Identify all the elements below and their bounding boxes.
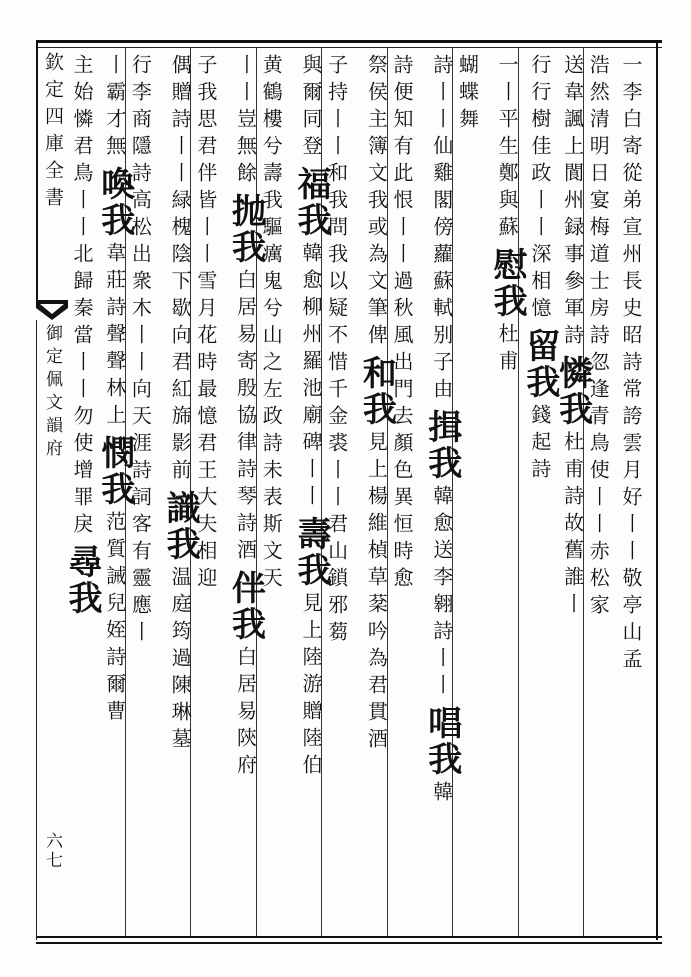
text-column xyxy=(390,54,415,934)
text-column xyxy=(94,54,135,934)
annotation-text: 一李白寄從弟宣州長史昭詩常誇雲月好丨丨敬亭山孟 xyxy=(619,54,643,675)
headword: 識我 xyxy=(160,490,201,562)
annotation-text: 行李商隱詩高松出衆木丨丨向天涯 xyxy=(128,54,153,459)
annotation-text: 蝴蝶舞 xyxy=(455,54,480,135)
annotation-text: 杜甫詩故舊誰丨 xyxy=(560,431,585,620)
text-column xyxy=(62,54,102,934)
annotation-text: 白居易寄殷協律詩琴詩酒 xyxy=(233,269,258,566)
annotation-text: 温庭筠過陳琳墓 xyxy=(168,566,193,755)
annotation-text: 見上陸游贈陸伯 xyxy=(298,592,323,781)
annotation-text: 偶贈詩丨丨緑槐陰下歇向君紅旆影前 xyxy=(168,54,193,486)
headword: 留我 xyxy=(519,328,560,400)
annotation-text: 政詩未表斯文天 xyxy=(259,405,284,594)
top-border-inner xyxy=(36,47,662,48)
headword: 福我 xyxy=(290,166,331,238)
headword: 憐我 xyxy=(552,355,593,427)
annotation-text: 一丨平生鄭與蘇 xyxy=(495,54,520,243)
bottom-border-outer xyxy=(36,942,662,944)
fishtail-mark xyxy=(36,298,68,322)
text-column xyxy=(455,54,480,934)
annotation-text: 行行樹佳政丨丨深相憶 xyxy=(527,54,552,324)
text-column xyxy=(290,54,331,934)
annotation-text: 愈 xyxy=(390,567,415,594)
annotation-text: 詩詞客有靈應丨 xyxy=(128,459,153,648)
text-column xyxy=(487,54,528,934)
annotation-text: 白居易陝府 xyxy=(233,646,258,781)
annotation-text: 丨丨豈無餘 xyxy=(233,54,258,189)
annotation-text: 詩丨丨仙雞閣傍蘿蘇軾别子由 xyxy=(429,54,454,405)
headword: 抛我 xyxy=(225,193,266,265)
annotation-text: 黄鶴樓 xyxy=(259,54,284,135)
book-subtitle: 御定佩文韻府 xyxy=(42,324,62,462)
top-border xyxy=(36,40,662,43)
annotation-text: 鳥丨丨北歸秦 xyxy=(70,162,94,324)
annotation-text: 丨霸才無 xyxy=(102,54,127,162)
headword: 揖我 xyxy=(421,409,462,481)
annotation-text: 詩便知有此恨丨丨過秋風 xyxy=(390,54,415,351)
bottom-border xyxy=(36,936,662,938)
annotation-text: 不惜千金裘丨丨君山鎖邪蒭 xyxy=(324,324,349,648)
headword: 伴我 xyxy=(225,570,266,642)
annotation-text: 伴皆丨丨雪月花時最憶君 xyxy=(193,162,218,459)
annotation-text: 主始憐君 xyxy=(70,54,94,162)
right-border xyxy=(656,40,658,940)
headword: 憫我 xyxy=(94,435,135,507)
text-column xyxy=(225,54,266,934)
headword: 慰我 xyxy=(487,247,528,319)
annotation-text: 韋莊詩聲聲林上 xyxy=(102,242,127,431)
annotation-text: 韓 xyxy=(429,781,454,808)
annotation-text: 王大夫相迎 xyxy=(193,459,218,594)
annotation-text: 當丨丨勿使增罪戾 xyxy=(70,324,94,540)
text-column xyxy=(421,54,462,934)
headword: 壽我 xyxy=(290,516,331,588)
annotation-text: 子我思君 xyxy=(193,54,218,162)
page-number: 六七 xyxy=(42,832,62,870)
annotation-text: 與爾同登 xyxy=(298,54,323,162)
text-column xyxy=(519,54,560,934)
annotation-text: 子持丨丨和我問我以疑 xyxy=(324,54,349,324)
annotation-text: 杜甫 xyxy=(495,323,520,377)
annotation-text: 韓愈送李翱詩丨丨 xyxy=(429,485,454,701)
text-column xyxy=(356,54,397,934)
annotation-text: 錢起詩 xyxy=(527,404,552,485)
text-column xyxy=(586,54,611,934)
text-column xyxy=(160,54,201,934)
annotation-text: 祭侯主簿文我或為文筆俾 xyxy=(364,54,389,351)
left-border xyxy=(36,40,38,300)
headword: 尋我 xyxy=(62,544,102,616)
text-column xyxy=(259,54,284,934)
annotation-text: 浩然清明日宴梅道士房詩忽逢青鳥使丨丨赤松家 xyxy=(586,54,611,621)
annotation-text: 送韋諷上閬州録事參軍詩 xyxy=(560,54,585,351)
annotation-text: 見上楊維楨草棻吟為君貫酒 xyxy=(364,431,389,755)
annotation-text: 韓愈柳州羅池廟碑丨丨 xyxy=(298,242,323,512)
headword: 唱我 xyxy=(421,705,462,777)
annotation-text: 范質誡兒姪詩爾曹 xyxy=(102,511,127,727)
annotation-text: 出門去顏色異恒時 xyxy=(390,351,415,567)
book-title: 欽定四庫全書 xyxy=(42,52,64,214)
text-column xyxy=(552,54,593,934)
headword: 喚我 xyxy=(94,166,135,238)
annotation-text: 兮壽我驅癘鬼兮山之左 xyxy=(259,135,284,405)
left-border-lower xyxy=(36,320,37,940)
text-column xyxy=(621,54,641,934)
headword: 和我 xyxy=(356,355,397,427)
